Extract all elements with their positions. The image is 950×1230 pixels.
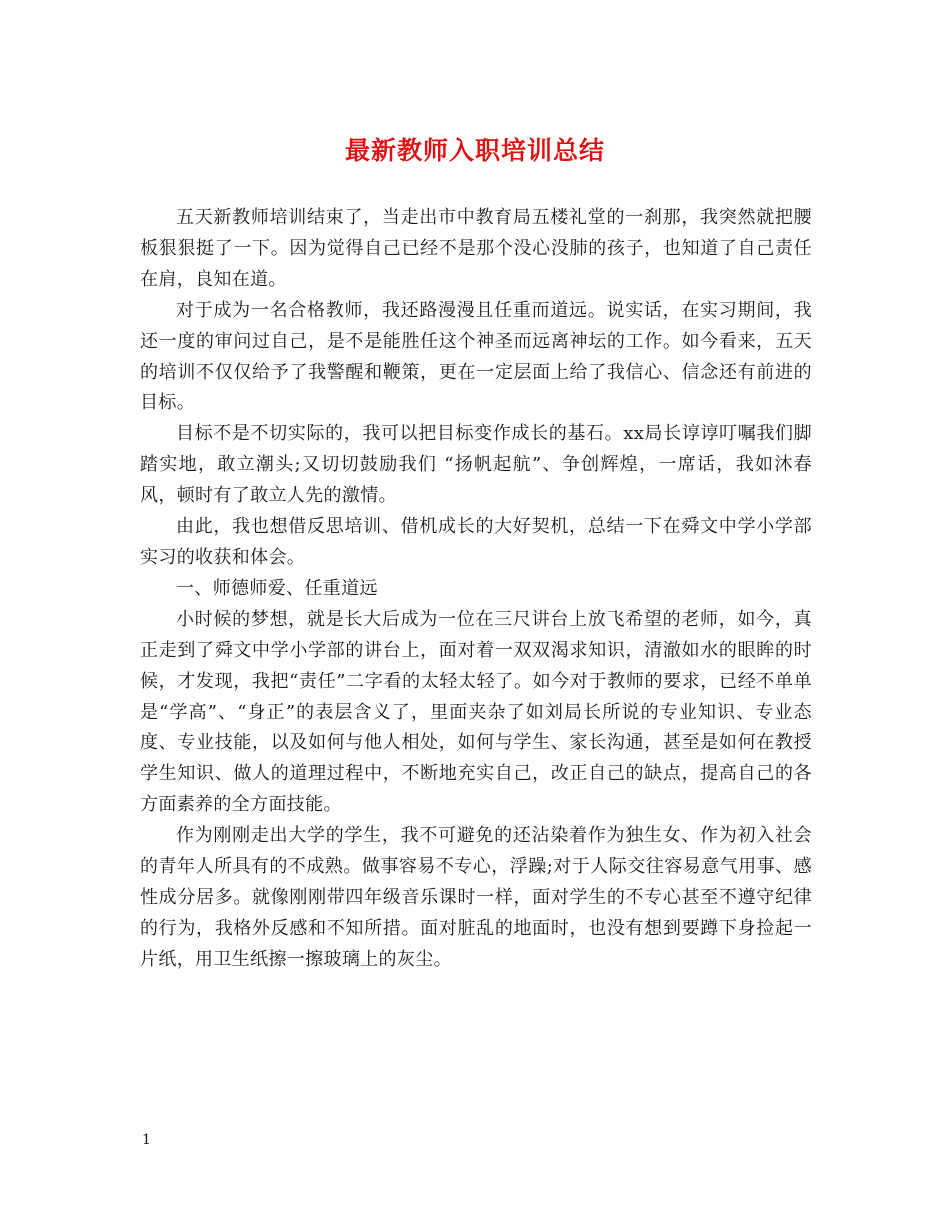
section-heading-1: 一、师德师爱、任重道远 <box>176 577 378 599</box>
document-title: 最新教师入职培训总结 <box>344 136 605 165</box>
paragraph-3: 目标不是不切实际的，我可以把目标变作成长的基石。xx局长谆谆叮嘱我们脚踏实地，敢立潮头;又切切鼓励我们 “扬帆起航”、争创辉煌，一席话，我如沐春风，顿时有了敢立人先的激情。 <box>140 423 812 507</box>
paragraph-5: 小时候的梦想，就是长大后成为一位在三尺讲台上放飞希望的老师，如今，真正走到了舜文中学小学部的讲台上，面对着一双双渴求知识，清澈如水的眼眸的时候，才发现，我把“责任”二字看的太轻太轻了。如今对于教师的要求，已经不单单是“学高”、“身正”的表层含义了，里面夹杂了如刘局长所说的专业知识、专业态度、专业技能，以及如何与他人相处，如何与学生、家长沟通，甚至是如何在教授学生知识、做人的道理过程中，不断地充实自己，改正自己的缺点，提高自己的各方面素养的全方面技能。 <box>140 608 812 816</box>
paragraph-1: 五天新教师培训结束了，当走出市中教育局五楼礼堂的一刹那，我突然就把腰板狠狠挺了一下。因为觉得自己已经不是那个没心没肺的孩子，也知道了自己责任在肩，良知在道。 <box>140 207 812 290</box>
page-number: 1 <box>142 1132 151 1148</box>
paragraph-6: 作为刚刚走出大学的学生，我不可避免的还沾染着作为独生女、作为初入社会的青年人所具有的不成熟。做事容易不专心，浮躁;对于人际交往容易意气用事、感性成分居多。就像刚刚带四年级音乐课时一样，面对学生的不专心甚至不遵守纪律的行为，我格外反感和不知所措。面对脏乱的地面时，也没有想到要蹲下身捡起一片纸，用卫生纸擦一擦玻璃上的灰尘。 <box>140 825 812 970</box>
document-body <box>140 203 812 976</box>
paragraph-2: 对于成为一名合格教师，我还路漫漫且任重而道远。说实话，在实习期间，我还一度的审问过自己，是不是能胜任这个神圣而远离神坛的工作。如今看来，五天的培训不仅仅给予了我警醒和鞭策，更在一定层面上给了我信心、信念还有前进的目标。 <box>140 299 812 414</box>
paragraph-4: 由此，我也想借反思培训、借机成长的大好契机，总结一下在舜文中学小学部实习的收获和体会。 <box>140 516 812 568</box>
